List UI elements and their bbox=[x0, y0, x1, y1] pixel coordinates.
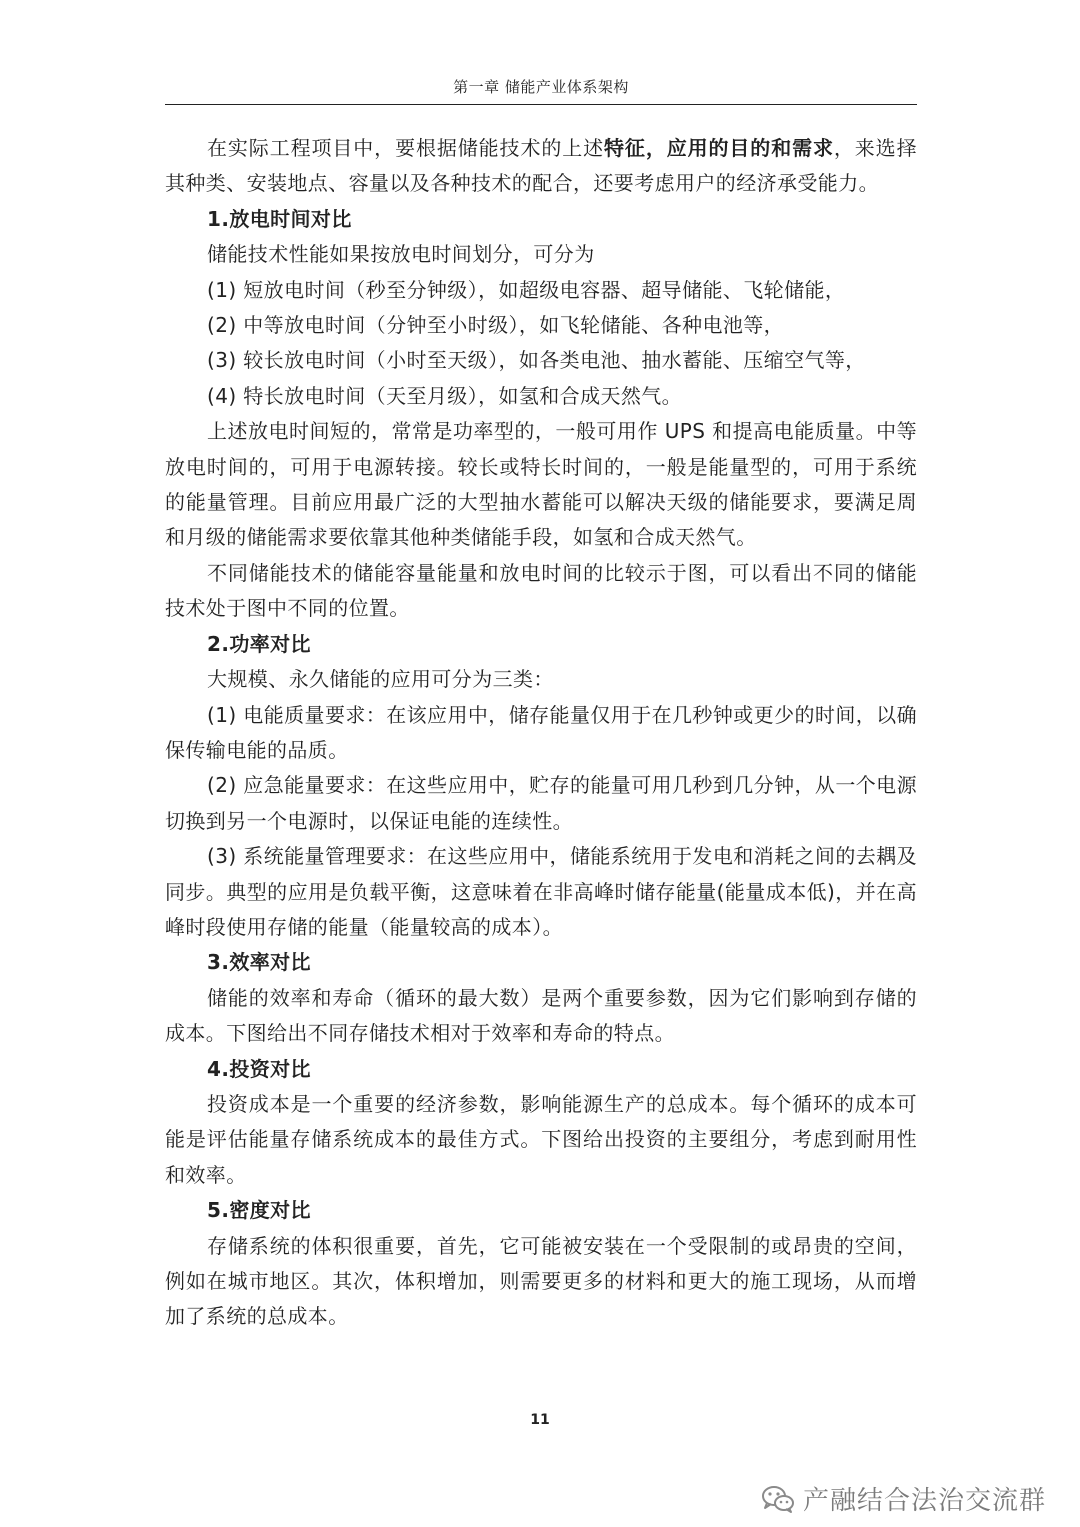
intro-text-bold: 特征，应用的目的和需求 bbox=[604, 136, 834, 160]
page-number: 11 bbox=[530, 1412, 550, 1428]
list-item-discharge-3: (3) 较长放电时间（小时至天级），如各类电池、抽水蓄能、压缩空气等， bbox=[207, 348, 866, 373]
paragraph-power-intro: 大规模、永久储能的应用可分为三类： bbox=[207, 667, 554, 692]
intro-text-after: ，来选择其种类、安装地点、容量以及各种技术的配合，还要考虑用户的经济承受能力。 bbox=[165, 136, 917, 196]
running-header: 第一章 储能产业体系架构 bbox=[453, 78, 629, 96]
list-item-discharge-2: (2) 中等放电时间（分钟至小时级），如飞轮储能、各种电池等， bbox=[207, 313, 785, 338]
wechat-icon bbox=[761, 1484, 795, 1514]
header-rule bbox=[165, 104, 917, 105]
paragraph-intro bbox=[165, 131, 917, 202]
section-heading-power: 2.功率对比 bbox=[207, 631, 311, 656]
section-heading-discharge-time: 1.放电时间对比 bbox=[207, 206, 352, 231]
body-text bbox=[165, 131, 917, 1335]
paragraph-efficiency: 储能的效率和寿命（循环的最大数）是两个重要参数，因为它们影响到存储的成本。下图给出不同存储技术相对于效率和寿命的特点。 bbox=[165, 985, 917, 1046]
wechat-watermark bbox=[761, 1480, 1046, 1517]
paragraph-discharge-summary: 上述放电时间短的，常常是功率型的，一般可用作 UPS 和提高电能质量。中等放电时间的，可用于电源转接。较长或特长时间的，一般是能量型的，可用于系统的能量管理。目前应用最广泛的大型抽水蓄能可以解决天级的储能要求，要满足周和月级的储能需求要依靠其他种类储能手段，如氢和合成天然气。 bbox=[165, 419, 917, 550]
intro-text-before: 在实际工程项目中，要根据储能技术的上述 bbox=[207, 136, 605, 160]
section-heading-density: 5.密度对比 bbox=[207, 1198, 311, 1223]
paragraph-discharge-intro: 储能技术性能如果按放电时间划分，可分为 bbox=[207, 242, 595, 267]
paragraph-density: 存储系统的体积很重要，首先，它可能被安装在一个受限制的或昂贵的空间，例如在城市地区。其次，体积增加，则需要更多的材料和更大的施工现场，从而增加了系统的总成本。 bbox=[165, 1233, 917, 1329]
section-heading-efficiency: 3.效率对比 bbox=[207, 950, 311, 975]
watermark-text: 产融结合法治交流群 bbox=[802, 1486, 1046, 1516]
list-item-discharge-1: (1) 短放电时间（秒至分钟级），如超级电容器、超导储能、飞轮储能， bbox=[207, 277, 846, 302]
list-item-power-1: (1) 电能质量要求：在该应用中，储存能量仅用于在几秒钟或更少的时间，以确保传输电能的品质。 bbox=[165, 702, 917, 762]
list-item-power-2: (2) 应急能量要求：在这些应用中，贮存的能量可用几秒到几分钟，从一个电源切换到另一个电源时，以保证电能的连续性。 bbox=[165, 773, 917, 833]
paragraph-discharge-figure: 不同储能技术的储能容量能量和放电时间的比较示于图，可以看出不同的储能技术处于图中不同的位置。 bbox=[165, 560, 917, 621]
list-item-power-3: (3) 系统能量管理要求：在这些应用中，储能系统用于发电和消耗之间的去耦及同步。典型的应用是负载平衡，这意味着在非高峰时储存能量(能量成本低)，并在高峰时段使用存储的能量（能量较高的成本）。 bbox=[165, 844, 917, 939]
list-item-discharge-4: (4) 特长放电时间（天至月级），如氢和合成天然气。 bbox=[207, 383, 683, 408]
section-heading-investment: 4.投资对比 bbox=[207, 1056, 311, 1081]
paragraph-investment: 投资成本是一个重要的经济参数，影响能源生产的总成本。每个循环的成本可能是评估能量存储系统成本的最佳方式。下图给出投资的主要组分，考虑到耐用性和效率。 bbox=[165, 1091, 917, 1187]
